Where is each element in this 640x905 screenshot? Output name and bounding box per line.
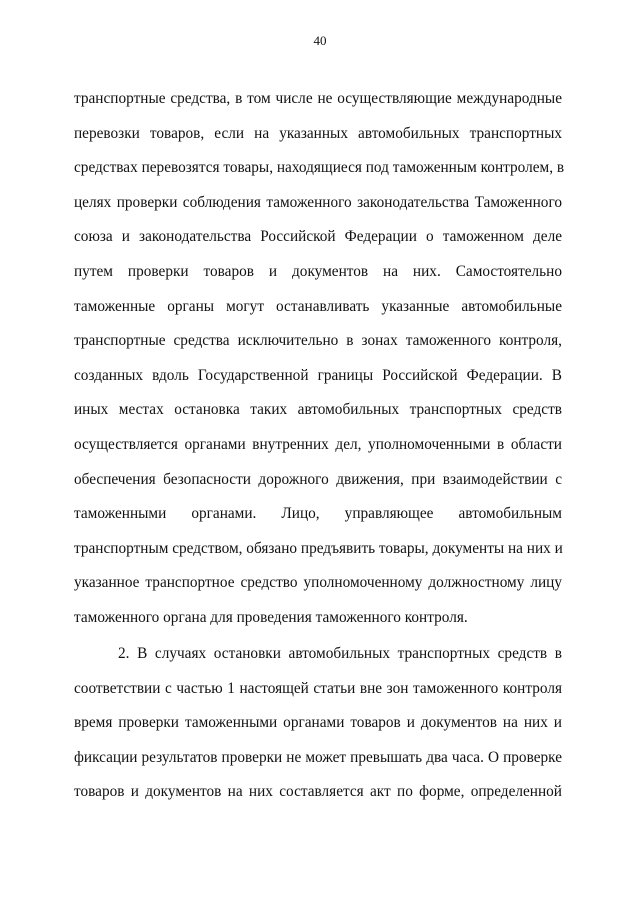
paragraph-line: созданных вдоль Государственной границы Российской Федерации. В	[74, 366, 562, 384]
paragraph-line: транспортные средства исключительно в зонах таможенного контроля,	[74, 332, 562, 350]
paragraph-line: перевозки товаров, если на указанных автомобильных транспортных	[74, 124, 562, 142]
paragraph-line: таможенные органы могут останавливать указанные автомобильные	[74, 297, 562, 315]
paragraph-line: указанное транспортное средство уполномоченному должностному лицу	[74, 574, 562, 592]
paragraph-line: иных местах остановка таких автомобильных транспортных средств	[74, 401, 562, 419]
paragraph-line: таможенного органа для проведения таможенного контроля.	[74, 608, 468, 626]
paragraph-line: целях проверки соблюдения таможенного законодательства Таможенного	[74, 193, 562, 211]
paragraph-line: 2. В случаях остановки автомобильных транспортных средств в	[118, 645, 562, 662]
paragraph-line: таможенными органами. Лицо, управляющее автомобильным	[74, 505, 562, 523]
paragraph-line: путем проверки товаров и документов на них. Самостоятельно	[74, 262, 562, 280]
paragraph-line: средствах перевозятся товары, находящиеся под таможенным контролем, в	[74, 159, 565, 177]
page-number: 40	[313, 33, 327, 48]
paragraph-line: время проверки таможенными органами товаров и документов на них и	[74, 714, 562, 732]
paragraph-line: транспортным средством, обязано предъявить товары, документы на них и	[74, 539, 563, 557]
paragraph-line: транспортные средства, в том числе не осуществляющие международные	[74, 90, 562, 107]
paragraph-line: союза и законодательства Российской Федерации о таможенном деле	[74, 228, 562, 246]
paragraph-line: обеспечения безопасности дорожного движения, при взаимодействии с	[74, 470, 562, 488]
paragraph-2	[74, 637, 562, 810]
paragraph-line: осуществляется органами внутренних дел, уполномоченными в области	[74, 435, 562, 453]
paragraph-1	[74, 82, 565, 636]
paragraph-line: соответствии с частью 1 настоящей статьи вне зон таможенного контроля	[74, 679, 562, 697]
paragraph-line: фиксации результатов проверки не может превышать два часа. О проверке	[74, 748, 562, 766]
paragraph-line: товаров и документов на них составляется акт по форме, определенной	[74, 783, 562, 801]
